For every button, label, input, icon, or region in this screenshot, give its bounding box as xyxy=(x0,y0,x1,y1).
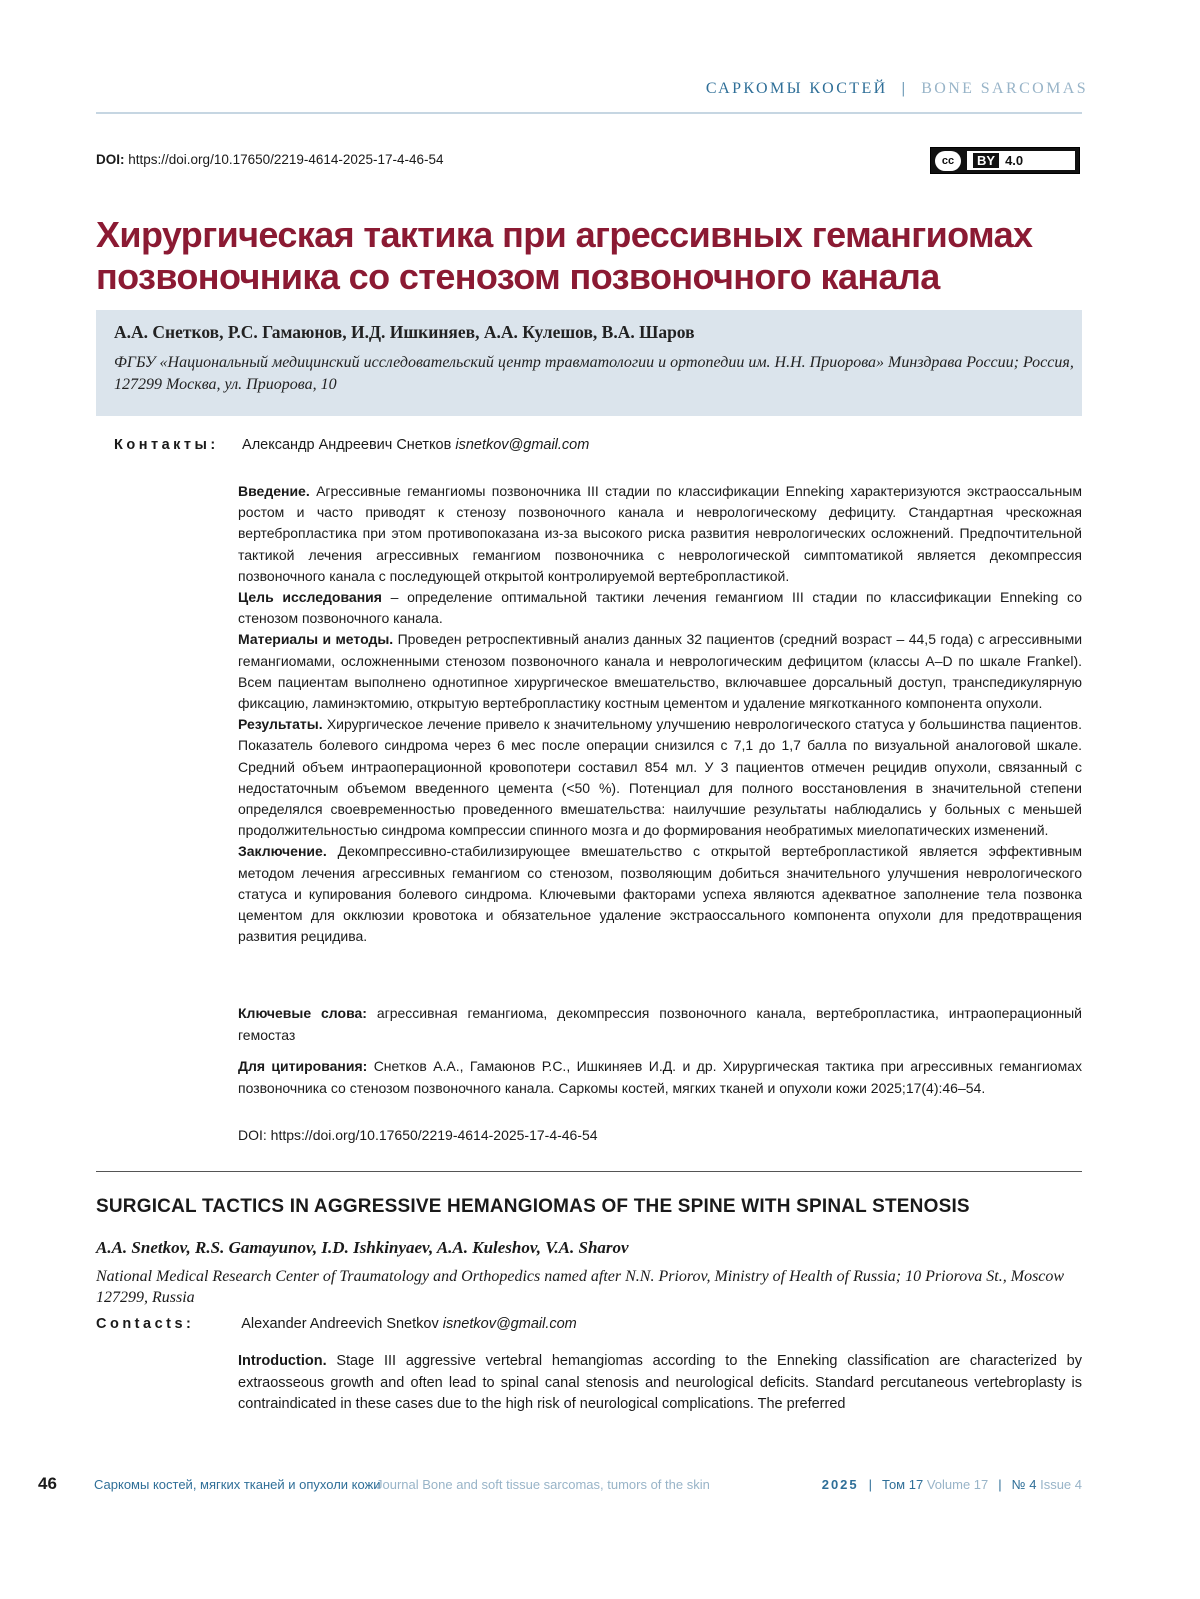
abstract-results-ru xyxy=(238,714,1082,841)
aim-label-ru: Цель исследования xyxy=(238,589,382,606)
doi-top xyxy=(96,152,444,167)
intro-text-ru: Агрессивные гемангиомы позвоночника III стадии по классификации Enneking характеризуются экстраоссальным ростом и часто приводят к стенозу позвоночного канала и неврологическому дефициту. Стандартная чрескожная вертебропластика при этом противопоказана из-за высокого риска развития неврологических осложнений. Предпочтительной тактикой лечения агрессивных гемангиом позвоночника с неврологической симптоматикой является декомпрессия позвоночного канала с последующей открытой контролируемой вертебропластикой. xyxy=(238,483,1082,584)
issue-year: 2025 xyxy=(821,1477,859,1492)
issue-ru: № 4 xyxy=(1011,1477,1037,1492)
contacts-en xyxy=(96,1316,577,1332)
issue-en: Issue 4 xyxy=(1040,1477,1082,1492)
contacts-label-en: Contacts: xyxy=(96,1316,195,1332)
abstract-en xyxy=(238,1351,1082,1416)
article-title-en: SURGICAL TACTICS IN AGGRESSIVE HEMANGIOMAS OF THE SPINE WITH SPINAL STENOSIS xyxy=(96,1196,970,1217)
contacts-value-ru xyxy=(242,437,589,453)
conclusion-text-ru: Декомпрессивно-стабилизирующее вмешательство с открытой вертебропластикой является эффективным методом лечения агрессивных гемангиом со стенозом, позволяющим добиться значительного улучшения неврологического статуса и купирования болевого синдрома. Ключевыми факторами успеха являются адекватное заполнение тела позвонка цементом для окклюзии кровотока и обязательное удаление экстраоссального компонента опухоли для предотвращения развития рецидива. xyxy=(238,843,1082,945)
citation-ru xyxy=(238,1056,1082,1099)
cc-icon: cc xyxy=(935,151,961,171)
contact-name-ru: Александр Андреевич Снетков xyxy=(242,437,452,453)
page-number: 46 xyxy=(38,1474,57,1493)
section-title-ru: САРКОМЫ КОСТЕЙ xyxy=(705,80,888,97)
issue-info xyxy=(822,1477,1082,1492)
doi-link[interactable]: https://doi.org/10.17650/2219-4614-2025-17-4-46-54 xyxy=(128,152,444,167)
section-divider xyxy=(96,1171,1082,1172)
intro-text-en: Stage III aggressive vertebral hemangiomas according to the Enneking classification are characterized by extraosseous growth and often lead to spinal canal stenosis and neurological deficits. Standard percutaneous vertebroplasty is contraindicated in these cases due to the high risk of neurological complications. The preferred xyxy=(238,1353,1082,1412)
volume-en: Volume 17 xyxy=(926,1477,989,1492)
affiliation-en: National Medical Research Center of Traumatology and Orthopedics named after N.N. Priorov, Ministry of Health of Russia; 10 Priorova St., Moscow 127299, Russia xyxy=(96,1268,1065,1306)
journal-name-ru: Саркомы костей, мягких тканей и опухоли кожи xyxy=(94,1477,381,1492)
cc-by-label xyxy=(967,151,1075,170)
header-separator: | xyxy=(901,80,908,97)
cite-label-ru: Для цитирования: xyxy=(238,1058,368,1074)
authors-box-ru xyxy=(96,310,1082,416)
cc-by-text: BY xyxy=(973,153,999,168)
header-rule xyxy=(96,112,1082,114)
cc-version: 4.0 xyxy=(1005,153,1024,168)
contact-email-ru[interactable]: isnetkov@gmail.com xyxy=(455,437,590,453)
cc-license-badge[interactable] xyxy=(930,147,1080,174)
abstract-ru xyxy=(238,481,1082,947)
intro-label-ru: Введение. xyxy=(238,483,310,499)
contact-name-en: Alexander Andreevich Snetkov xyxy=(241,1316,439,1332)
volume-ru: Том 17 xyxy=(882,1477,924,1492)
keywords-text-ru: агрессивная гемангиома, декомпрессия позвоночного канала, вертебропластика, интраоперационный гемостаз xyxy=(238,1005,1082,1043)
affiliation-ru: ФГБУ «Национальный медицинский исследовательский центр травматологии и ортопедии им. Н.Н. Приорова» Минздрава России; Россия, 127299 Москва, ул. Приорова, 10 xyxy=(114,354,1074,393)
doi-label: DOI: xyxy=(96,152,125,167)
journal-name-en: Journal Bone and soft tissue sarcomas, tumors of the skin xyxy=(376,1477,710,1492)
conclusion-label-ru: Заключение. xyxy=(238,843,327,860)
cite-text-ru: Снетков А.А., Гамаюнов Р.С., Ишкиняев И.Д. и др. Хирургическая тактика при агрессивных гемангиомах позвоночника со стенозом позвоночного канала. Саркомы костей, мягких тканей и опухоли кожи 2025;17(4):46–54. xyxy=(238,1058,1082,1096)
authors-en: A.A. Snetkov, R.S. Gamayunov, I.D. Ishkinyaev, A.A. Kuleshov, V.A. Sharov xyxy=(96,1238,629,1257)
contacts-ru xyxy=(114,437,589,453)
footer-sep-2: | xyxy=(998,1477,1002,1492)
doi-line-ru[interactable]: DOI: https://doi.org/10.17650/2219-4614-2025-17-4-46-54 xyxy=(238,1127,598,1143)
contacts-value-en xyxy=(241,1316,577,1332)
results-text-ru: Хирургическое лечение привело к значительному улучшению неврологического статуса у большинства пациентов. Показатель болевого синдрома через 6 мес после операции снизился с 7,1 до 1,7 балла по визуальной аналоговой шкале. Средний объем интраоперационной кровопотери составил 854 мл. У 3 пациентов отмечен рецидив опухоли, связанный с недостаточным объемом введенного цемента (<50 %). Потенциал для полного восстановления в значительной степени определялся своевременностью проведенного вмешательства: наилучшие результаты наблюдались у больных с меньшей продолжительностью синдрома компрессии спинного мозга и до формирования необратимых миелопатических изменений. xyxy=(238,716,1082,839)
aim-text-ru: – определение оптимальной тактики лечения гемангиом III стадии по классификации Enneking со стенозом позвоночного канала. xyxy=(238,589,1082,627)
running-head xyxy=(706,80,1088,98)
authors-ru: А.А. Снетков, Р.С. Гамаюнов, И.Д. Ишкиняев, А.А. Кулешов, В.А. Шаров xyxy=(114,322,695,342)
methods-label-ru: Материалы и методы. xyxy=(238,631,394,648)
results-label-ru: Результаты. xyxy=(238,716,323,733)
intro-label-en: Introduction. xyxy=(238,1353,327,1369)
abstract-intro-ru xyxy=(238,481,1082,587)
keywords-ru xyxy=(238,1003,1082,1046)
methods-text-ru: Проведен ретроспективный анализ данных 32 пациентов (средний возраст – 44,5 года) с агрессивными гемангиомами, осложненными стенозом позвоночного канала и неврологическим дефицитом (классы A–D по шкале Frankel). Всем пациентам выполнено однотипное хирургическое вмешательство, включавшее дорсальный доступ, транспедикулярную фиксацию, ламинэктомию, открытую вертебропластику костным цементом и удаление мягкотканного компонента опухоли. xyxy=(238,631,1083,712)
section-title-en: BONE SARCOMAS xyxy=(921,80,1088,97)
abstract-conclusion-ru xyxy=(238,841,1082,947)
keywords-label-ru: Ключевые слова: xyxy=(238,1005,367,1021)
footer-sep-1: | xyxy=(868,1477,873,1492)
article-title-ru: Хирургическая тактика при агрессивных гемангиомах позвоночника со стенозом позвоночного канала xyxy=(96,214,1033,297)
page-footer xyxy=(0,1474,1200,1498)
contact-email-en[interactable]: isnetkov@gmail.com xyxy=(442,1316,577,1332)
abstract-aim-ru xyxy=(238,587,1082,629)
contacts-label-ru: Контакты: xyxy=(114,437,219,453)
abstract-methods-ru xyxy=(238,629,1082,714)
